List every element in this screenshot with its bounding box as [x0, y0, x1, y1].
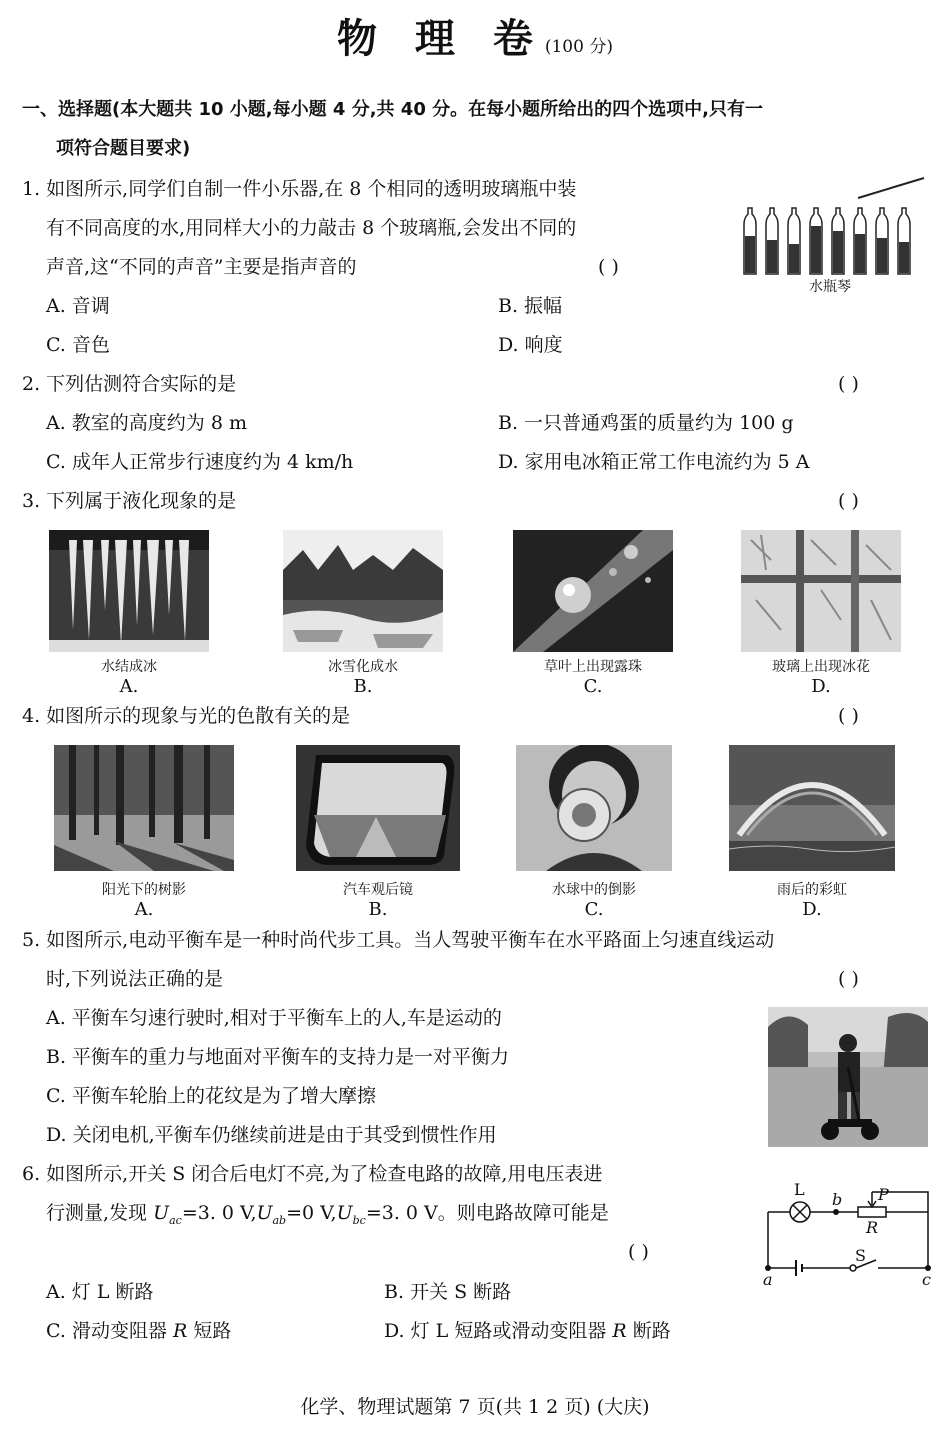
q3-letter-d: D. — [811, 676, 831, 697]
q1-stem-line1: 1. 如图所示,同学们自制一件小乐器,在 8 个相同的透明玻璃瓶中装 — [22, 178, 577, 200]
q3-photo-dew — [513, 530, 673, 652]
q4-caption-d: 雨后的彩虹 — [777, 882, 847, 898]
title-score: (100 分) — [544, 37, 613, 57]
q1-figure-caption: 水瓶琴 — [809, 279, 851, 295]
q6-circuit-diagram — [758, 1176, 934, 1288]
circuit-label-r: R — [866, 1218, 879, 1237]
q5-answer-paren: ( ) — [838, 968, 859, 990]
q6-option-c: C. 滑动变阻器 R 短路 — [46, 1320, 232, 1342]
q2-option-c: C. 成年人正常步行速度约为 4 km/h — [46, 451, 354, 473]
circuit-label-l: L — [794, 1180, 805, 1199]
q3-letter-a: A. — [119, 676, 139, 697]
q4-letter-b: B. — [368, 899, 388, 920]
q2-option-b: B. 一只普通鸡蛋的质量约为 100 g — [498, 412, 794, 434]
q4-answer-paren: ( ) — [838, 705, 859, 727]
section-heading-line2: 项符合题目要求) — [56, 138, 191, 159]
circuit-label-b: b — [832, 1190, 843, 1209]
q2-option-d: D. 家用电冰箱正常工作电流约为 5 A — [498, 451, 810, 473]
q3-answer-paren: ( ) — [838, 490, 859, 512]
q3-photo-frost — [741, 530, 901, 652]
q1-stem-line3: 声音,这“不同的声音”主要是指声音的 — [46, 256, 357, 278]
q2-answer-paren: ( ) — [838, 373, 859, 395]
q3-caption-b: 冰雪化成水 — [328, 659, 398, 675]
q5-stem-line2: 时,下列说法正确的是 — [46, 968, 224, 990]
q3-photo-icicles — [49, 530, 209, 652]
section-heading-line1: 一、选择题(本大题共 10 小题,每小题 4 分,共 40 分。在每小题所给出的四个选项中,只有一 — [22, 99, 763, 120]
q3-photo-river — [283, 530, 443, 652]
q6-answer-paren: ( ) — [628, 1241, 649, 1263]
q4-letter-a: A. — [134, 899, 154, 920]
q3-caption-c: 草叶上出现露珠 — [544, 659, 642, 675]
q5-option-d: D. 关闭电机,平衡车仍继续前进是由于其受到惯性作用 — [46, 1124, 497, 1146]
q5-photo-balance-scooter — [768, 1007, 928, 1147]
q2-option-a: A. 教室的高度约为 8 m — [46, 412, 247, 434]
q1-option-b: B. 振幅 — [498, 295, 563, 317]
q4-caption-a: 阳光下的树影 — [102, 882, 186, 898]
q1-option-a: A. 音调 — [46, 295, 110, 317]
page-footer: 化学、物理试题第 7 页(共 1 2 页) (大庆) — [300, 1396, 650, 1418]
q3-stem: 3. 下列属于液化现象的是 — [22, 490, 237, 512]
q3-letter-b: B. — [353, 676, 373, 697]
q1-stem-line2: 有不同高度的水,用同样大小的力敲击 8 个玻璃瓶,会发出不同的 — [46, 217, 577, 239]
q4-letter-c: C. — [584, 899, 604, 920]
q1-option-d: D. 响度 — [498, 334, 563, 356]
circuit-label-c: c — [922, 1270, 931, 1289]
q2-stem: 2. 下列估测符合实际的是 — [22, 373, 237, 395]
q6-stem-line1: 6. 如图所示,开关 S 闭合后电灯不亮,为了检查电路的故障,用电压表进 — [22, 1163, 603, 1185]
circuit-label-s: S — [855, 1246, 866, 1265]
q1-option-c: C. 音色 — [46, 334, 110, 356]
q3-letter-c: C. — [583, 676, 603, 697]
q4-caption-b: 汽车观后镜 — [343, 882, 413, 898]
q5-option-c: C. 平衡车轮胎上的花纹是为了增大摩擦 — [46, 1085, 376, 1107]
q5-option-b: B. 平衡车的重力与地面对平衡车的支持力是一对平衡力 — [46, 1046, 510, 1068]
q6-option-a: A. 灯 L 断路 — [46, 1281, 154, 1303]
q5-stem-line1: 5. 如图所示,电动平衡车是一种时尚代步工具。当人驾驶平衡车在水平路面上匀速直线运动 — [22, 929, 775, 951]
circuit-label-a: a — [763, 1270, 773, 1289]
q3-caption-a: 水结成冰 — [101, 659, 157, 675]
q5-option-a: A. 平衡车匀速行驶时,相对于平衡车上的人,车是运动的 — [46, 1007, 502, 1029]
q4-letter-d: D. — [802, 899, 822, 920]
q3-caption-d: 玻璃上出现冰花 — [772, 659, 870, 675]
q4-photo-mirror — [296, 745, 460, 871]
q6-option-d: D. 灯 L 短路或滑动变阻器 R 断路 — [384, 1320, 671, 1342]
q4-photo-tree-shadow — [54, 745, 234, 871]
q6-option-b: B. 开关 S 断路 — [384, 1281, 512, 1303]
q4-photo-rainbow — [729, 745, 895, 871]
page-title: 物 理 卷(100 分) — [337, 15, 613, 62]
q6-stem-line2: 行测量,发现 $U_{ac}=3$. 0 $V,U_{ab}=0$ $V,U_{bc}=3$. 0 V。则电路故障可能是 — [46, 1202, 609, 1227]
circuit-label-p: P — [878, 1185, 889, 1204]
q1-bottle-figure — [738, 176, 928, 278]
q1-answer-paren: ( ) — [598, 256, 619, 278]
q4-stem: 4. 如图所示的现象与光的色散有关的是 — [22, 705, 351, 727]
q4-photo-water-ball — [516, 745, 672, 871]
q4-caption-c: 水球中的倒影 — [552, 882, 636, 898]
